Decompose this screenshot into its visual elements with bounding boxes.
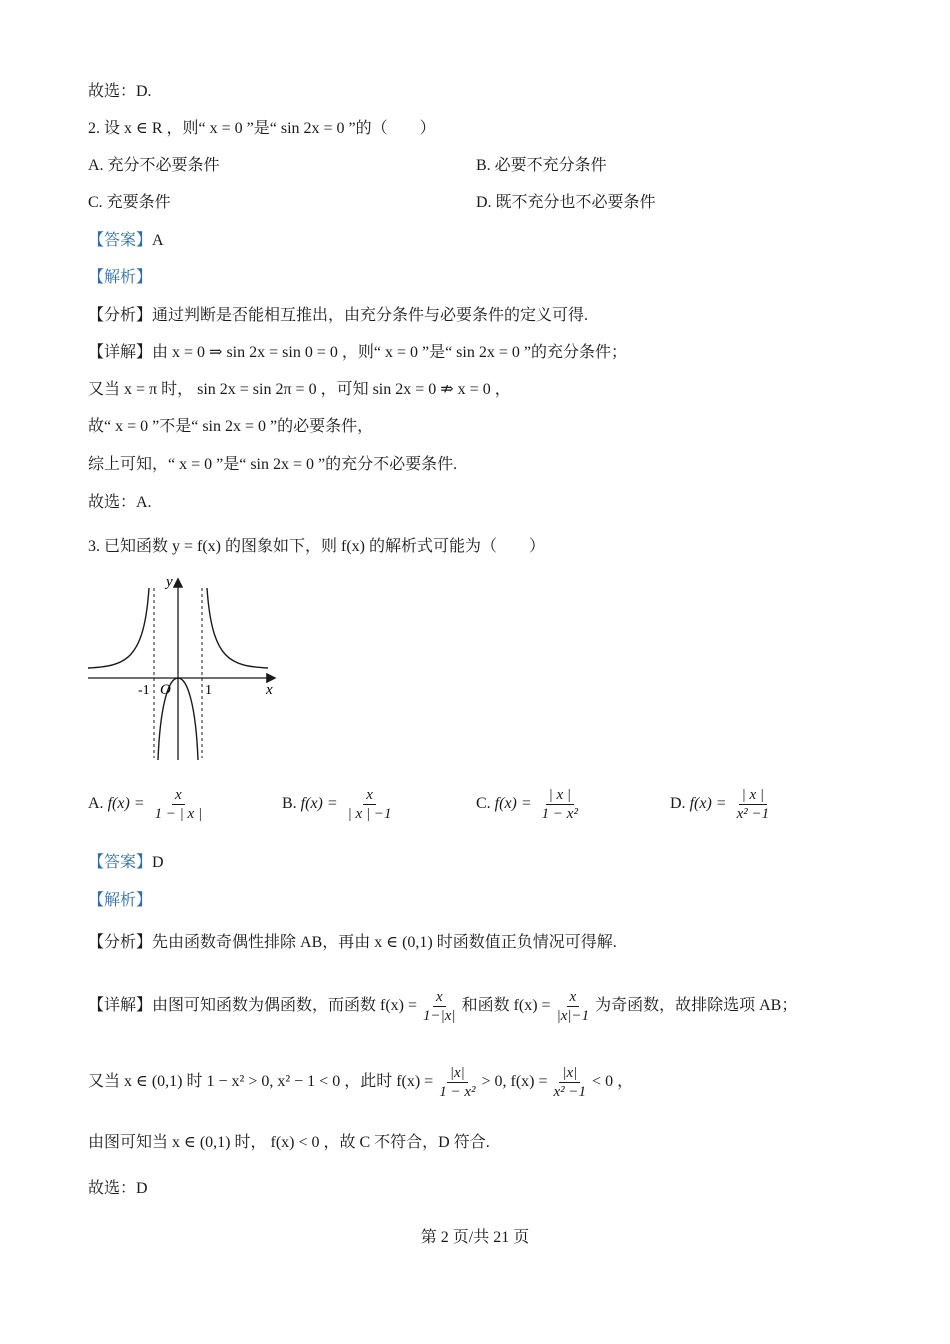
q3-option-b-label: B. [282,795,297,813]
q3-xiangjie-part-a: 由图可知函数为偶函数，而函数 f(x) = [152,997,418,1015]
curve-left-branch [88,588,149,668]
q2-option-c: C. 充要条件 [88,194,171,211]
q3-option-c-lhs: f(x) = [494,795,532,813]
q3-conclusion: 故选：D [88,1180,148,1197]
q3-stem: 3. 已知函数 y = f(x) 的图象如下，则 f(x) 的解析式可能为（ ） [88,538,545,555]
q3-fenxi-line [88,932,617,954]
q3-line2-fraction-2: $\frac{|x|}{\text{x² −1}}$ [553,1065,587,1100]
q3-line2-fraction-1: $\frac{|x|}{\text{1 − x²}}$ [439,1065,476,1100]
q2-line3: 故“ x = 0 ”不是“ sin 2x = 0 ”的必要条件， [88,418,374,435]
q2-option-a: A. 充分不必要条件 [88,157,220,174]
prev-conclusion: 故选：D. [88,83,152,100]
q3-option-b-fraction: $\frac{x}{| x | -1}$ [347,787,392,822]
q3-option-a-label: A. [88,795,104,813]
q3-answer-tag: 【答案】 [88,854,153,871]
q3-line2-part-b: > 0, f(x) = [481,1073,548,1091]
q2-option-d: D. 既不充分也不必要条件 [476,194,656,211]
q3-xiangjie-fraction-1: $\frac{x}{1-|x|}$ [423,989,456,1024]
q3-fenxi-tag: 【分析】 [88,934,153,951]
q3-option-c-label: C. [476,795,491,813]
q2-xiangjie: 由 x = 0 ⇒ sin 2x = sin 0 = 0 ，则“ x = 0 ”是“ sin 2x = 0 ”的充分条件； [152,344,627,361]
y-label: y [166,574,173,590]
q2-answer-line [88,230,164,252]
q3-option-d [670,786,775,823]
origin-label: O [160,682,171,698]
q3-xiangjie-part-c: 为奇函数，故排除选项 AB； [595,997,798,1015]
q3-option-c-fraction: $\frac{| x |}{\text{1 − x²}}$ [541,787,578,822]
function-graph [86,574,282,764]
q3-option-a [88,786,208,823]
q3-fenxi: 先由函数奇偶性排除 AB，再由 x ∈ (0,1) 时函数值正负情况可得解. [152,934,617,951]
q3-option-d-lhs: f(x) = [689,795,727,813]
q2-xiangjie-tag: 【详解】 [88,344,153,361]
q3-xiangjie-fraction-2: $\frac{x}{|x|-1}$ [556,989,590,1024]
q2-line4: 综上可知，“ x = 0 ”是“ sin 2x = 0 ”的充分不必要条件. [88,456,458,473]
q3-option-c [476,786,584,823]
q2-stem: 2. 设 x ∈ R ，则“ x = 0 ”是“ sin 2x = 0 ”的（ ） [88,120,436,137]
q2-fenxi: 通过判断是否能相互推出，由充分条件与必要条件的定义可得. [152,307,589,324]
q3-option-d-fraction: $\frac{| x |}{\text{x² −1}}$ [736,787,770,822]
curve-right-branch [207,588,268,668]
q3-xiangjie-tag: 【详解】 [88,997,153,1015]
one-label: 1 [205,683,212,698]
q2-option-b: B. 必要不充分条件 [476,157,607,174]
q2-xiangjie-line [88,342,627,364]
page-footer: 第 2 页/共 21 页 [420,1229,530,1246]
q3-line3: 由图可知当 x ∈ (0,1) 时， f(x) < 0 ，故 C 不符合，D 符合. [88,1134,490,1151]
q3-option-a-lhs: f(x) = [107,795,145,813]
q3-option-a-fraction: $\frac{x}{1 - | x |}$ [154,787,203,822]
q3-option-b-lhs: f(x) = [300,795,338,813]
q3-xiangjie-part-b: 和函数 f(x) = [461,997,551,1015]
q3-xiangjie-line [88,988,797,1025]
q3-line2-part-c: < 0 ， [592,1073,634,1091]
q3-option-b [282,786,397,823]
q2-answer-tag: 【答案】 [88,232,153,249]
q3-answer-line [88,852,164,874]
q2-jiexi-tag: 【解析】 [88,269,153,286]
q2-line2: 又当 x = π 时， sin 2x = sin 2π = 0 ，可知 sin 2x = 0 ⇏ x = 0 ， [88,381,511,398]
q2-answer: A [152,232,164,249]
q3-jiexi-tag: 【解析】 [88,892,153,909]
x-label: x [266,682,273,698]
q2-fenxi-tag: 【分析】 [88,307,153,324]
q3-line2 [88,1064,633,1101]
q2-conclusion: 故选：A. [88,494,152,511]
q3-answer: D [152,854,164,871]
neg-one-label: -1 [138,683,150,698]
q3-line2-part-a: 又当 x ∈ (0,1) 时 1 − x² > 0, x² − 1 < 0 ，此时 f(x) = [88,1073,434,1091]
q3-option-d-label: D. [670,795,686,813]
q2-fenxi-line [88,305,588,327]
